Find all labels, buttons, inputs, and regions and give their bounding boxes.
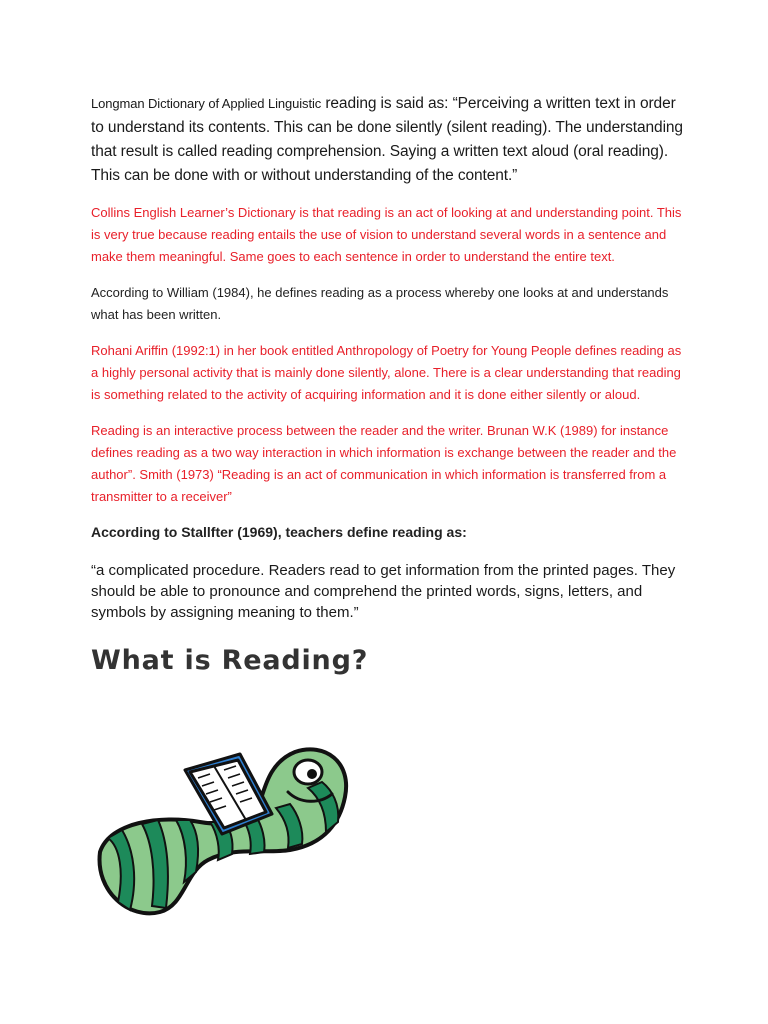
source-name: Longman Dictionary of Applied Linguistic	[91, 96, 322, 111]
document-body	[91, 92, 691, 686]
bookworm-reading-icon	[90, 742, 380, 927]
paragraph-text: reading is said as: “Perceiving a written text in order to understand its contents. This can be done silently (silent reading). The understanding that result is called reading comprehension. Saying a written text aloud (oral reading). This can be done with or without understanding of the content.”	[91, 95, 683, 184]
paragraph-interactive: Reading is an interactive process between the reader and the writer. Brunan W.K (1989) for instance defines reading as a two way interaction in which information is exchange between the reader and the author”. Smith (1973) “Reading is an act of communication in which information is transferred from a transmitter to a receiver”	[91, 423, 677, 504]
page-heading: What is Reading?	[91, 645, 369, 676]
paragraph-rohani: Rohani Ariffin (1992:1) in her book entitled Anthropology of Poetry for Young People defines reading as a highly personal activity that is mainly done silently, alone. There is a clear understanding that reading is something related to the activity of acquiring information and it is done either silently or aloud.	[91, 343, 682, 402]
paragraph-collins: Collins English Learner’s Dictionary is that reading is an act of looking at and understanding point. This is very true because reading entails the use of vision to understand several words in a sentence and make them meaningful. Same goes to each sentence in order to understand the entire text.	[91, 205, 682, 264]
paragraph-william: According to William (1984), he defines reading as a process whereby one looks at and understands what has been written.	[91, 285, 669, 322]
paragraph-longman	[91, 92, 691, 188]
paragraph-stallfter: According to Stallfter (1969), teachers define reading as:	[91, 524, 467, 540]
paragraph-quote: “a complicated procedure. Readers read to get information from the printed pages. They should be able to pronounce and comprehend the printed words, signs, letters, and symbols by assigning meaning to them.”	[91, 562, 676, 621]
